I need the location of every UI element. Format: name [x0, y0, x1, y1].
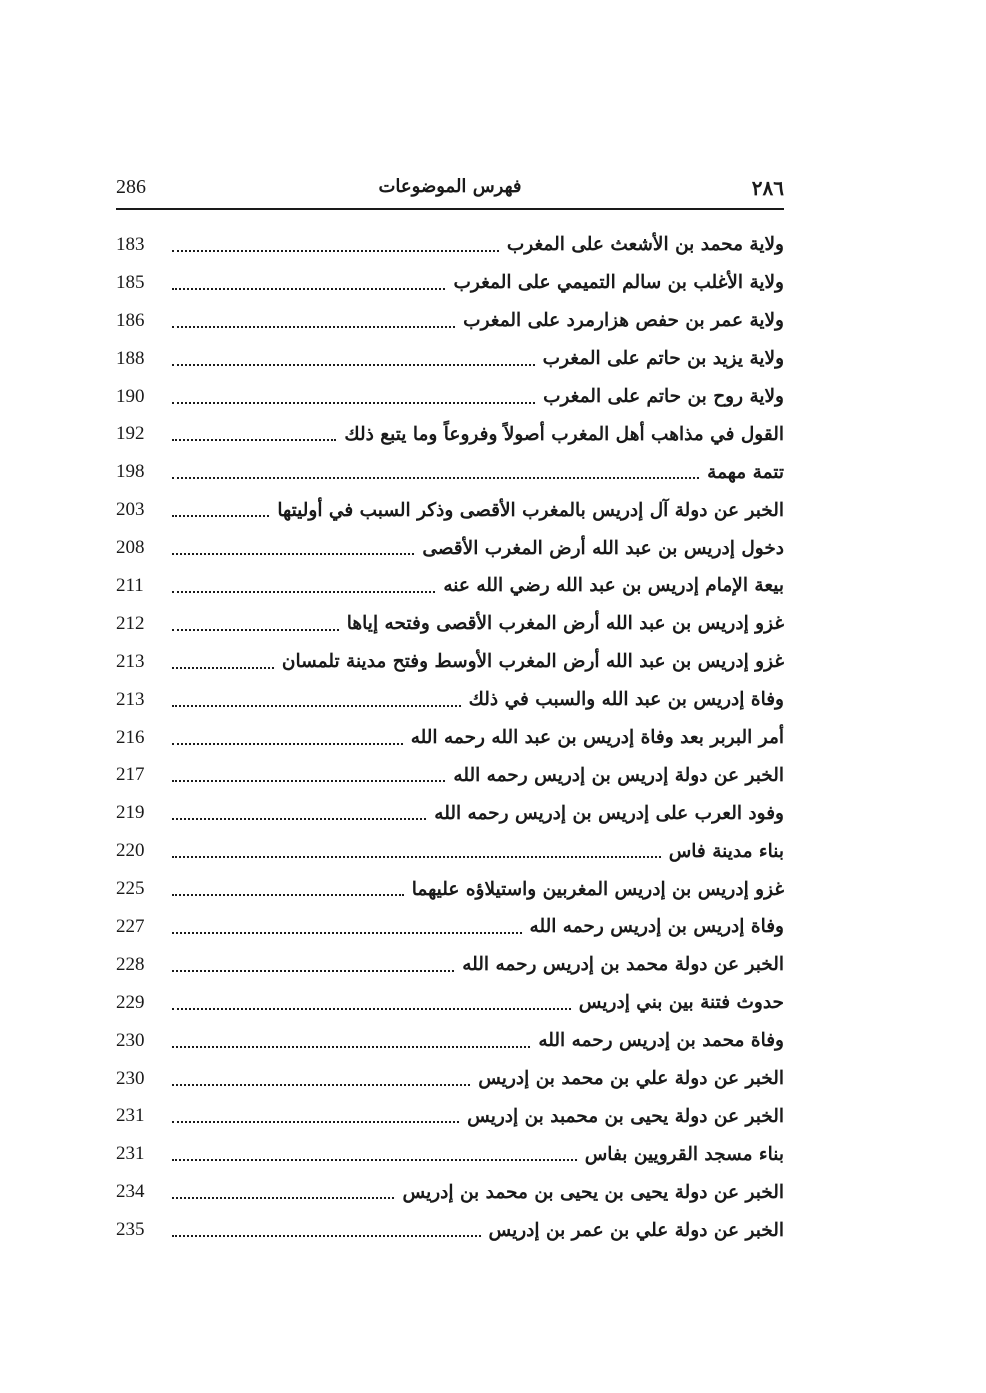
toc-entry	[116, 1211, 784, 1249]
toc-entry	[116, 1060, 784, 1098]
dot-leader	[172, 288, 445, 290]
toc-entry-page: 203	[116, 499, 145, 521]
dot-leader	[172, 1235, 481, 1237]
toc-entry-page: 217	[116, 764, 145, 786]
dot-leader	[172, 439, 336, 441]
toc-entry-page: 213	[116, 688, 145, 710]
toc-entry-page: 188	[116, 347, 145, 369]
toc-entry-page: 220	[116, 840, 145, 862]
dot-leader	[172, 894, 404, 896]
toc-entry	[116, 719, 784, 757]
toc-entry	[116, 681, 784, 719]
dot-leader	[172, 553, 414, 555]
toc-entry-title: ولاية عمر بن حفص هزارمرد على المغرب	[463, 310, 784, 332]
toc-entry-title: حدوث فتنة بين بني إدريس	[578, 992, 784, 1014]
toc-entry	[116, 870, 784, 908]
toc-entry	[116, 605, 784, 643]
dot-leader	[172, 591, 435, 593]
toc-entry	[116, 832, 784, 870]
toc-entry-page: 192	[116, 423, 145, 445]
toc-entry	[116, 1135, 784, 1173]
dot-leader	[172, 1197, 394, 1199]
dot-leader	[172, 970, 454, 972]
toc-entry-title: الخبر عن دولة علي بن محمد بن إدريس	[478, 1068, 784, 1090]
toc-entry	[116, 226, 784, 264]
toc-entry	[116, 984, 784, 1022]
toc-entry-title: وفاة إدريس بن عبد الله والسبب في ذلك	[468, 689, 784, 711]
toc-entry-title: ولاية محمد بن الأشعث على المغرب	[506, 234, 784, 256]
toc-entry-title: الخبر عن دولة إدريس بن إدريس رحمه الله	[453, 764, 784, 786]
toc-entry-title: تتمة مهمة	[707, 461, 784, 483]
toc-entry	[116, 378, 784, 416]
toc-entry	[116, 529, 784, 567]
toc-entry-title: الخبر عن دولة يحيى بن يحيى بن محمد بن إدريس	[402, 1181, 784, 1203]
toc-entry-page: 213	[116, 650, 145, 672]
toc-entry-title: ولاية روح بن حاتم على المغرب	[543, 386, 784, 407]
dot-leader	[172, 402, 535, 404]
page-number-arabic: ٢٨٦	[751, 176, 784, 200]
toc-entry-page: 190	[116, 385, 145, 407]
toc-entry-page: 211	[116, 574, 144, 596]
toc-entry-page: 208	[116, 537, 145, 559]
toc-entry-title: الخبر عن دولة علي بن عمر بن إدريس	[488, 1219, 784, 1241]
toc-entry	[116, 1022, 784, 1060]
toc-entry-page: 235	[116, 1219, 145, 1241]
toc-entry	[116, 1097, 784, 1135]
toc-entry	[116, 491, 784, 529]
toc-entry-page: 216	[116, 726, 145, 748]
toc-entry-title: وفاة محمد بن إدريس رحمه الله	[538, 1030, 784, 1052]
toc-entry	[116, 264, 784, 302]
dot-leader	[172, 1121, 459, 1123]
toc-entry-page: 230	[116, 1029, 145, 1051]
toc-entry	[116, 908, 784, 946]
toc-entry-title: الخبر عن دولة آل إدريس بالمغرب الأقصى وذكر السبب في أوليتها	[277, 499, 784, 521]
toc-entry-title: الخبر عن دولة محمد بن إدريس رحمه الله	[462, 954, 784, 976]
dot-leader	[172, 515, 269, 517]
toc-entry-page: 185	[116, 271, 145, 293]
toc-entry	[116, 340, 784, 378]
toc-entry	[116, 415, 784, 453]
toc-entry-page: 230	[116, 1067, 145, 1089]
toc-entry-title: غزو إدريس بن عبد الله أرض المغرب الأوسط وفتح مدينة تلمسان	[281, 651, 784, 673]
table-of-contents	[116, 226, 784, 1249]
dot-leader	[172, 1159, 577, 1161]
toc-entry-title: بناء مسجد القرويين بفاس	[584, 1143, 784, 1165]
toc-entry-title: وفود العرب على إدريس بن إدريس رحمه الله	[434, 802, 784, 824]
toc-entry-page: 219	[116, 802, 145, 824]
dot-leader	[172, 667, 274, 669]
toc-entry-title: الخبر عن دولة يحيى بن محمبد بن إدريس	[467, 1105, 784, 1127]
header-rule	[116, 208, 784, 210]
toc-entry-page: 212	[116, 612, 145, 634]
dot-leader	[172, 743, 403, 745]
dot-leader	[172, 364, 535, 366]
running-header	[116, 176, 784, 206]
toc-entry	[116, 453, 784, 491]
toc-entry-page: 198	[116, 461, 145, 483]
toc-entry-page: 227	[116, 915, 145, 937]
dot-leader	[172, 780, 445, 782]
dot-leader	[172, 326, 455, 328]
toc-entry	[116, 946, 784, 984]
toc-entry	[116, 794, 784, 832]
dot-leader	[172, 932, 522, 934]
toc-entry-title: وفاة إدريس بن إدريس رحمه الله	[529, 916, 784, 938]
dot-leader	[172, 1084, 470, 1086]
toc-entry-title: ولاية الأغلب بن سالم التميمي على المغرب	[453, 272, 784, 294]
toc-entry-page: 234	[116, 1181, 145, 1203]
toc-entry-title: دخول إدريس بن عبد الله أرض المغرب الأقصى	[422, 537, 784, 559]
toc-entry	[116, 567, 784, 605]
toc-entry-title: ولاية يزيد بن حاتم على المغرب	[542, 348, 784, 370]
toc-entry-title: القول في مذاهب أهل المغرب أصولاً وفروعاً وما يتبع ذلك	[344, 423, 784, 445]
toc-entry-title: غزو إدريس بن عبد الله أرض المغرب الأقصى وفتحه إياها	[346, 613, 784, 635]
toc-entry-page: 231	[116, 1105, 145, 1127]
dot-leader	[172, 477, 699, 479]
dot-leader	[172, 629, 339, 631]
toc-entry-page: 225	[116, 878, 145, 900]
dot-leader	[172, 705, 461, 707]
dot-leader	[172, 818, 426, 820]
toc-entry-title: أمر البربر بعد وفاة إدريس بن عبد الله رحمه الله	[410, 727, 784, 749]
toc-entry-title: غزو إدريس بن إدريس المغربين واستيلاؤه عليهما	[411, 878, 784, 900]
header-title: فهرس الموضوعات	[378, 176, 522, 197]
toc-entry	[116, 643, 784, 681]
toc-entry-page: 231	[116, 1143, 145, 1165]
dot-leader	[172, 856, 661, 858]
toc-entry-page: 183	[116, 233, 145, 255]
toc-entry	[116, 1173, 784, 1211]
toc-entry-title: بناء مدينة فاس	[668, 840, 784, 862]
dot-leader	[172, 1046, 530, 1048]
toc-entry-page: 228	[116, 953, 145, 975]
toc-entry	[116, 302, 784, 340]
toc-entry-page: 229	[116, 991, 145, 1013]
page-number-latin: 286	[116, 176, 146, 198]
toc-entry-page: 186	[116, 309, 145, 331]
dot-leader	[172, 1008, 571, 1010]
toc-entry	[116, 756, 784, 794]
dot-leader	[172, 250, 499, 252]
toc-entry-title: بيعة الإمام إدريس بن عبد الله رضي الله عنه	[443, 575, 784, 597]
